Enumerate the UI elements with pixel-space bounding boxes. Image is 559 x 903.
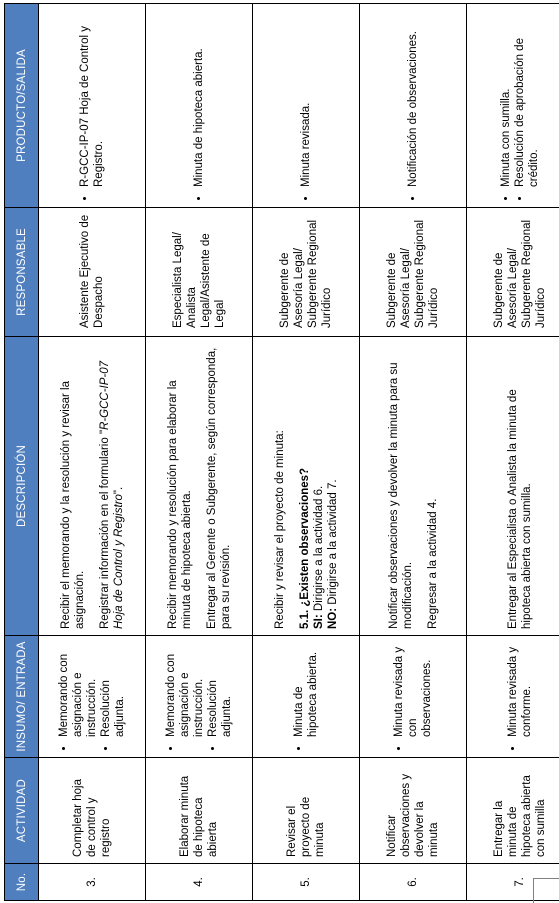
list-item: • Minuta revisada. (299, 10, 313, 187)
description-text: Regresar a la actividad 4. (426, 498, 439, 629)
table-row (467, 4, 559, 901)
table-row (39, 4, 146, 901)
description-text: Recibir memorando y resolución para elaborar la minuta de hipoteca abierta. (166, 380, 193, 629)
list-item: • Resolución adjunta. (206, 642, 234, 737)
header-insumo: INSUMO/ ENTRADA (5, 636, 39, 758)
list-item: • Minuta revisada y conforme. (506, 642, 534, 737)
decision-no: NO: Dirigirse a la actividad 7. (326, 479, 339, 629)
header-row (5, 4, 39, 901)
list-item: • Resolución de aprobación de crédito. (513, 10, 541, 187)
input-cell (253, 636, 360, 758)
activity-cell: Revisar el proyecto de minuta (253, 758, 360, 864)
header-descripcion: DESCRIPCIÓN (5, 337, 39, 636)
responsible-cell: Subgerente de Asesoría Legal/ Subgerente Regional Jurídico (253, 208, 360, 337)
description-cell (467, 337, 559, 636)
responsible-cell: Asistente Ejecutivo de Despacho (39, 208, 146, 337)
description-text: Registrar información en el formulario "R-GCC-IP-07 Hoja de Control y Registro". (98, 360, 125, 629)
responsible-cell: Subgerente de Asesoría Legal/ Subgerente Regional Jurídico (467, 208, 559, 337)
list-item: • Resolución adjunta. (99, 642, 127, 737)
form-reference: R-GCC-IP-07 Hoja de Control y Registro (98, 360, 125, 629)
header-responsable: RESPONSABLE (5, 208, 39, 337)
list-item: • Minuta con sumilla. (499, 10, 513, 187)
activity-cell: Entregar la minuta de hipoteca abierta con sumilla (467, 758, 559, 864)
decision-yes: SI: Dirigirse a la actividad 6. (312, 485, 325, 629)
activity-cell: Elaborar minuta de hipoteca abierta (146, 758, 253, 864)
activity-cell: Completar hoja de control y registro (39, 758, 146, 864)
header-no: No. (5, 864, 39, 901)
row-number: 5. (253, 864, 360, 901)
activity-cell: Notificar observaciones y devolver la minuta (360, 758, 467, 864)
input-cell (39, 636, 146, 758)
decision-question: 5.1. ¿Existen observaciones? (298, 467, 311, 629)
responsible-cell: Subgerente de Asesoría Legal/ Subgerente Regional Jurídico (360, 208, 467, 337)
description-cell (146, 337, 253, 636)
description-cell (360, 337, 467, 636)
description-text: Entregar al Especialista o Analista la minuta de hipoteca abierta con sumilla. (507, 389, 533, 629)
input-cell (146, 636, 253, 758)
description-cell (39, 337, 146, 636)
table-row (360, 4, 467, 901)
procedure-table (4, 3, 559, 901)
description-text: Recibir y revisar el proyecto de minuta: (273, 430, 286, 629)
output-cell (360, 4, 467, 208)
page-corner-mark (533, 878, 559, 903)
description-cell (253, 337, 360, 636)
list-item: • Memorando con asignación e instrucción. (164, 642, 206, 737)
row-number: 3. (39, 864, 146, 901)
output-cell (146, 4, 253, 208)
description-text: Recibir el memorando y la resolución y revisar la asignación. (59, 381, 86, 629)
list-item: • Notificación de observaciones. (406, 10, 420, 187)
list-item: • Minuta de hipoteca abierta. (292, 642, 320, 737)
table-row (146, 4, 253, 901)
responsible-cell: Especialista Legal/ Analista Legal/Asistente de Legal (146, 208, 253, 337)
output-cell (39, 4, 146, 208)
input-cell (467, 636, 559, 758)
list-item: • Minuta de hipoteca abierta. (192, 10, 206, 187)
list-item: • R-GCC-IP-07 Hoja de Control y Registro. (78, 10, 106, 187)
input-cell (360, 636, 467, 758)
header-producto: PRODUCTO/SALIDA (5, 4, 39, 208)
output-cell (253, 4, 360, 208)
row-number: 7. (467, 864, 559, 901)
header-actividad: ACTIVIDAD (5, 758, 39, 864)
description-text: Notificar observaciones y devolver la minuta para su modificación. (387, 362, 414, 629)
row-number: 4. (146, 864, 253, 901)
description-text: Entregar al Gerente o Subgerente, según corresponda, para su revisión. (205, 347, 232, 629)
list-item: • Minuta revisada y con observaciones. (392, 642, 434, 737)
row-number: 6. (360, 864, 467, 901)
output-cell (467, 4, 559, 208)
list-item: • Memorando con asignación e instrucción. (57, 642, 99, 737)
table-row (253, 4, 360, 901)
